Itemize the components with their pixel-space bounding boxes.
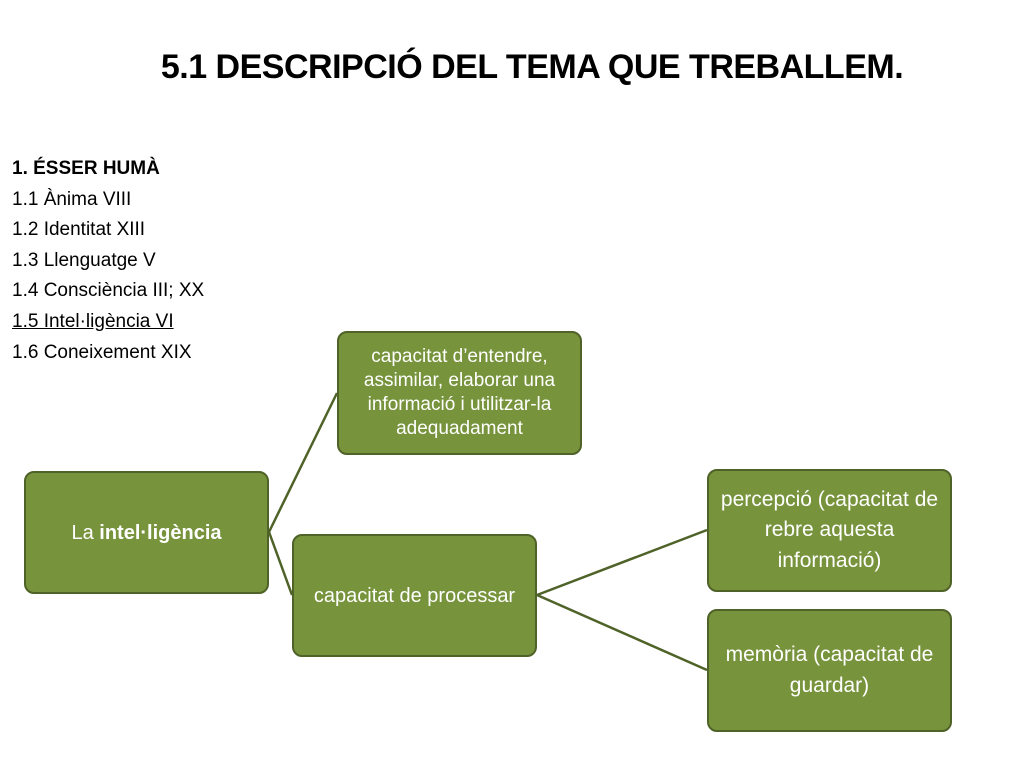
topic-list-heading: 1. ÉSSER HUMÀ — [12, 158, 160, 179]
topic-item-coneixement: 1.6 Coneixement XIX — [12, 341, 192, 363]
node-memory-label: memòria (capacitat de guardar) — [725, 643, 934, 697]
node-intelligence-prefix: La — [71, 521, 94, 544]
node-definition-label: capacitat d’entendre, assimilar, elaborar una informació i utilitzar-la adequadament — [363, 345, 556, 440]
node-definition — [337, 331, 582, 455]
topic-item-intelligencia: 1.5 Intel·ligència VI — [12, 310, 174, 332]
node-perception-label: percepció (capacitat de rebre aquesta informació) — [720, 487, 939, 572]
node-perception — [707, 469, 952, 592]
slide-title: 5.1 DESCRIPCIÓ DEL TEMA QUE TREBALLEM. — [160, 48, 904, 86]
node-intelligence — [24, 471, 269, 594]
topic-item-llenguatge: 1.3 Llenguatge V — [12, 249, 156, 271]
connector-processing-to-perception — [537, 530, 707, 595]
connector-processing-to-memory — [537, 595, 707, 670]
node-memory — [707, 609, 952, 732]
node-intelligence-label — [71, 521, 221, 545]
connector-root-to-definition — [269, 393, 337, 532]
topic-item-anima: 1.1 Ànima VIII — [12, 188, 132, 210]
connector-root-to-processing — [269, 532, 292, 595]
node-processing-label: capacitat de processar — [313, 584, 516, 607]
node-intelligence-emphasis: intel·ligència — [99, 521, 222, 544]
topic-item-identitat: 1.2 Identitat XIII — [12, 219, 146, 241]
node-processing — [292, 534, 537, 657]
topic-item-consciencia: 1.4 Consciència III; XX — [12, 280, 205, 302]
